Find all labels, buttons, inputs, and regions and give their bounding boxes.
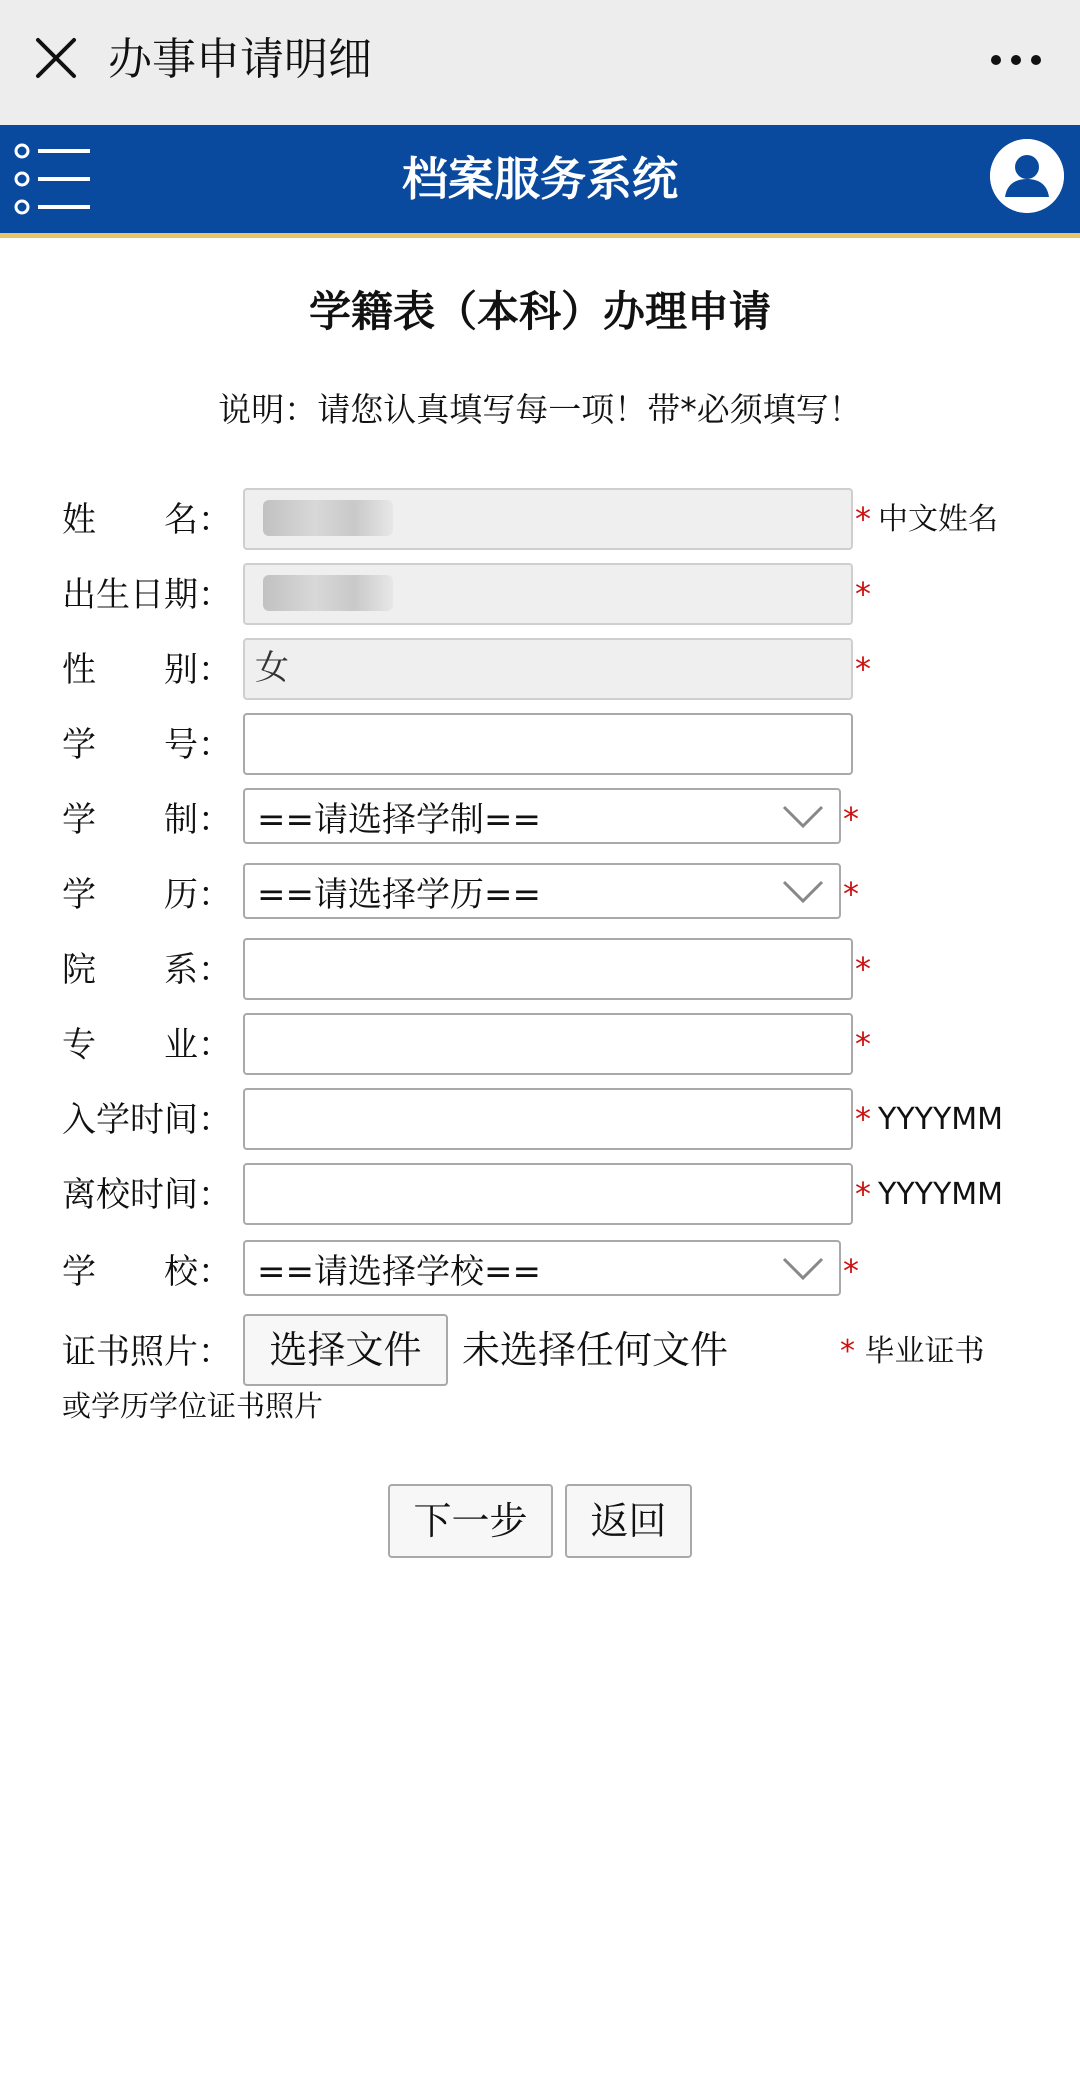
form-row-birth <box>0 563 1080 627</box>
form-row-enroll-time <box>0 1088 1080 1152</box>
certificate-hint-cont: 或学历学位证书照片 <box>62 1389 324 1423</box>
form-row-major <box>0 1013 1080 1077</box>
wechat-title-bar <box>0 0 1080 125</box>
department-input[interactable] <box>243 938 853 1000</box>
student-no-input[interactable] <box>243 713 853 775</box>
certificate-hint: * 毕业证书 <box>840 1334 985 1369</box>
duration-select[interactable] <box>243 788 841 844</box>
app-header <box>0 125 1080 238</box>
form-row-department <box>0 938 1080 1002</box>
chevron-down-icon <box>781 1256 825 1282</box>
chevron-down-icon <box>781 879 825 905</box>
enroll-time-label: 入学时间： <box>62 1100 232 1140</box>
leave-time-input[interactable] <box>243 1163 853 1225</box>
name-hint: 中文姓名 <box>878 502 998 537</box>
degree-select[interactable] <box>243 863 841 919</box>
wechat-page-title: 办事申请明细 <box>108 34 372 85</box>
degree-label: 学 历： <box>62 875 232 915</box>
user-avatar-icon[interactable] <box>990 139 1064 213</box>
required-mark: * <box>843 875 859 913</box>
redacted-value <box>263 575 393 611</box>
leave-time-label: 离校时间： <box>62 1175 232 1215</box>
required-mark: * <box>855 1100 871 1138</box>
required-mark: * <box>843 1252 859 1290</box>
major-input[interactable] <box>243 1013 853 1075</box>
more-dots-icon[interactable] <box>988 44 1044 76</box>
certificate-label: 证书照片： <box>62 1332 232 1372</box>
form-row-degree <box>0 863 1080 927</box>
school-select-value: ==请选择学校== <box>257 1252 541 1292</box>
chevron-down-icon <box>781 804 825 830</box>
school-label: 学 校： <box>62 1252 232 1292</box>
choose-file-button[interactable]: 选择文件 <box>243 1314 448 1386</box>
form-row-leave-time <box>0 1163 1080 1227</box>
student-no-label: 学 号： <box>62 725 232 765</box>
duration-label: 学 制： <box>62 800 232 840</box>
birth-date-field[interactable] <box>243 563 853 625</box>
form-row-student-no <box>0 713 1080 777</box>
name-label: 姓 名： <box>62 500 232 540</box>
form-row-certificate <box>0 1314 1080 1388</box>
duration-select-value: ==请选择学制== <box>257 800 541 840</box>
form-row-school <box>0 1240 1080 1304</box>
required-mark: * <box>855 1025 871 1063</box>
leave-time-format-hint: YYYYMM <box>878 1177 1004 1212</box>
required-mark: * <box>855 1175 871 1213</box>
department-label: 院 系： <box>62 950 232 990</box>
required-mark: * <box>855 500 871 538</box>
file-status-text: 未选择任何文件 <box>462 1328 729 1372</box>
required-mark: * <box>855 950 871 988</box>
form-row-duration <box>0 788 1080 852</box>
degree-select-value: ==请选择学历== <box>257 875 541 915</box>
required-mark: * <box>843 800 859 838</box>
close-icon[interactable] <box>28 30 84 86</box>
name-field[interactable] <box>243 488 853 550</box>
app-title: 档案服务系统 <box>402 152 678 206</box>
gender-label: 性 别： <box>62 650 232 690</box>
gender-field[interactable]: 女 <box>243 638 853 700</box>
back-button[interactable]: 返回 <box>565 1484 692 1558</box>
form-row-name <box>0 488 1080 552</box>
enroll-time-format-hint: YYYYMM <box>878 1102 1004 1137</box>
birth-label: 出生日期： <box>62 575 232 615</box>
required-mark: * <box>855 650 871 688</box>
required-mark: * <box>855 575 871 613</box>
form-notice: 说明：请您认真填写每一项！带*必须填写！ <box>218 390 862 429</box>
enroll-time-input[interactable] <box>243 1088 853 1150</box>
major-label: 专 业： <box>62 1025 232 1065</box>
next-step-button[interactable]: 下一步 <box>388 1484 553 1558</box>
form-row-gender <box>0 638 1080 702</box>
form-heading: 学籍表（本科）办理申请 <box>308 287 771 336</box>
redacted-value <box>263 500 393 536</box>
school-select[interactable] <box>243 1240 841 1296</box>
